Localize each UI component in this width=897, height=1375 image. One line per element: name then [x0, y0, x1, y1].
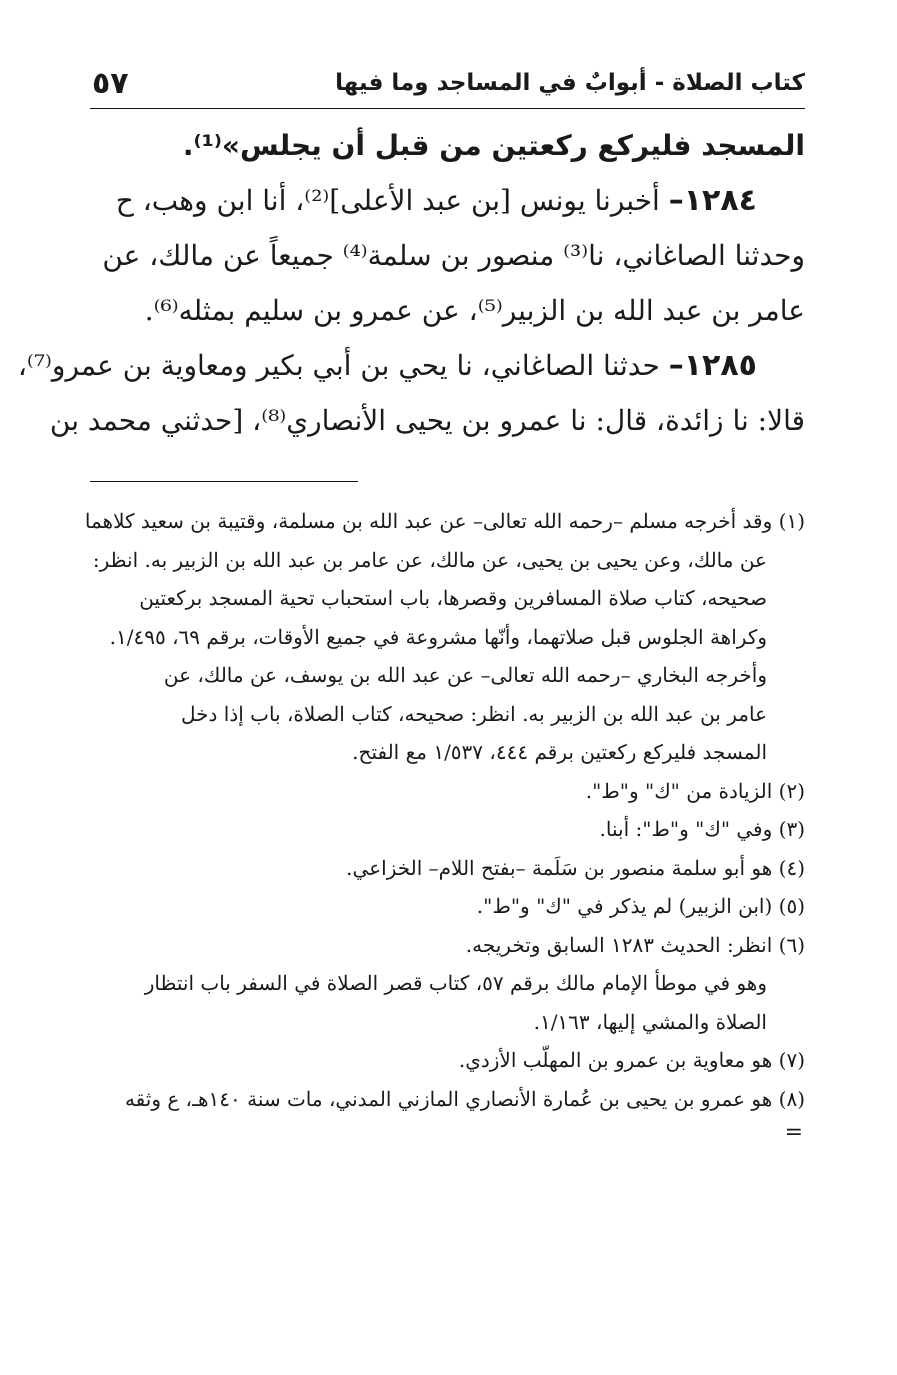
footnote-line: (٣) وفي "ك" و"ط": أبنا.: [599, 817, 805, 841]
footnote-line: عامر بن عبد الله بن الزبير به. انظر: صحيحه، كتاب الصلاة، باب إذا دخل: [180, 701, 767, 726]
footnote-line: الصلاة والمشي إليها، ١/١٦٣.: [533, 1009, 767, 1034]
text-line-1: المسجد فليركع ركعتين من قبل أن يجلس»⁽¹⁾.: [182, 129, 805, 162]
page-number: ٥٧: [92, 66, 129, 101]
footnote-line: وأخرجه البخاري –رحمه الله تعالى– عن عبد الله بن يوسف، عن مالك، عن: [163, 663, 767, 687]
footnote-line: وهو في موطأ الإمام مالك برقم ٥٧، كتاب قصر الصلاة في السفر باب انتظار: [144, 971, 767, 995]
footnote-line: (٧) هو معاوية بن عمرو بن المهلّب الأزدي.: [458, 1048, 805, 1072]
text-line-2: أخبرنا يونس [بن عبد الأعلى]⁽²⁾، أنا ابن وهب، ح: [115, 184, 660, 217]
footnote-line: (٥) (ابن الزبير) لم يذكر في "ك" و"ط".: [476, 894, 805, 918]
footnote-line: (١) وقد أخرجه مسلم –رحمه الله تعالى– عن عبد الله بن مسلمة، وقتيبة بن سعيد كلاهما: [84, 509, 805, 533]
hadith-number-1284: ١٢٨٤–: [668, 183, 757, 218]
footnote-line: (٦) انظر: الحديث ١٢٨٣ السابق وتخريجه.: [465, 932, 805, 957]
header-divider: [90, 108, 805, 109]
footnote-line: المسجد فليركع ركعتين برقم ٤٤٤، ١/٥٣٧ مع الفتح.: [352, 740, 767, 764]
text-line-6: قالا: نا زائدة، قال: نا عمرو بن يحيى الأنصاري⁽⁸⁾، [حدثني محمد بن: [49, 404, 805, 437]
hadith-number-1285: ١٢٨٥–: [668, 348, 757, 383]
text-line-5: حدثنا الصاغاني، نا يحي بن أبي بكير ومعاوية بن عمرو⁽⁷⁾،: [17, 349, 660, 382]
main-text: [17, 118, 805, 448]
footnote-line: صحيحه، كتاب صلاة المسافرين وقصرها، باب استحباب تحية المسجد بركعتين: [139, 586, 767, 610]
footnote-line: (٢) الزيادة من "ك" و"ط".: [585, 778, 805, 803]
text-line-3: وحدثنا الصاغاني، نا⁽³⁾ منصور بن سلمة⁽⁴⁾ جميعاً عن مالك، عن: [102, 239, 805, 272]
footnote-line: (٤) هو أبو سلمة منصور بن سَلَمة –بفتح اللام– الخزاعي.: [346, 855, 805, 880]
running-header: [92, 66, 805, 106]
chapter-title: كتاب الصلاة - أبوابٌ في المساجد وما فيها: [335, 70, 805, 96]
text-line-4: عامر بن عبد الله بن الزبير⁽⁵⁾، عن عمرو بن سليم بمثله⁽⁶⁾.: [144, 294, 805, 327]
footnote-line: وكراهة الجلوس قبل صلاتهما، وأنّها مشروعة في جميع الأوقات، برقم ٦٩، ١/٤٩٥.: [109, 624, 767, 649]
footnote-line: عن مالك، وعن يحيى بن يحيى، عن مالك، عن عامر بن عبد الله بن الزبير به. انظر:: [92, 547, 767, 572]
footnote-line: (٨) هو عمرو بن يحيى بن عُمارة الأنصاري المازني المدني، مات سنة ١٤٠هـ، ع وثقه: [124, 1086, 805, 1111]
hadith-1284-line: [92, 173, 805, 228]
footnotes: [84, 502, 805, 1148]
hadith-1285-line: [17, 338, 805, 393]
footnote-separator: [90, 481, 358, 482]
continuation-mark: =: [784, 1120, 803, 1145]
